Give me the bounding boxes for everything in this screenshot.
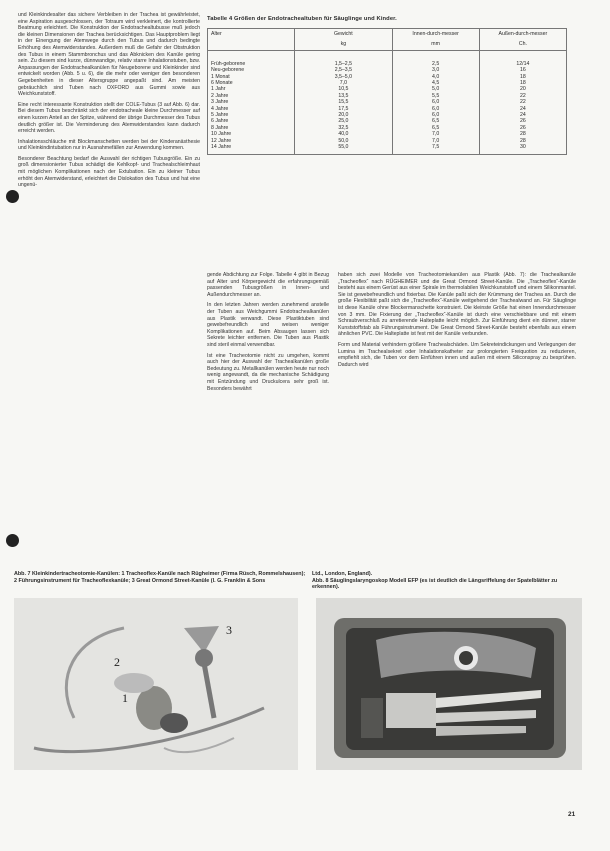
page-number: 21	[568, 811, 576, 818]
cell-age: 10 Jahre	[208, 131, 295, 137]
paragraph: Form und Material verhindern größere Trachealschäden. Um Sekreteindickungen und Verlegungen der Lumina im Trachealsekret oder Inhalationskatheter zur prolongierten Freiquotion zu reduzieren, empfiehlt sich, die Tuben vor dem Einführen innen und außen mit einem Siliconspray zu besprühen. Dadurch wird	[338, 341, 576, 368]
cell-age: 3 Jahre	[208, 99, 295, 105]
cell-age: 2 Jahre	[208, 93, 295, 99]
cell-inner-diameter: 2,5	[392, 50, 479, 67]
cell-outer-diameter: 26	[479, 118, 566, 124]
paragraph: Ist eine Tracheotomie nicht zu umgehen, kommt auch hier der Auswahl der Trachealkanülen große Bedeutung zu. Metallkanülen werden heute nur noch wenig angewandt, da die mechanische Schädigung mit Entzündung und Druckulcera sehr groß ist. Besonders bewährt	[207, 352, 329, 392]
cell-age: 4 Jahre	[208, 106, 295, 112]
middle-text-column	[207, 272, 329, 396]
cell-inner-diameter: 7,0	[392, 138, 479, 144]
laryngoscope-case-photo	[316, 598, 582, 770]
unit-inner: mm	[392, 39, 479, 50]
figure-8-caption: Ltd., London, England). Abb. 8 Säuglingslaryngoskop Modell EFP (es ist deutlich die Längsriffelung der Spatelblätter zu erkennen).	[312, 571, 558, 591]
cell-age: 14 Jahre	[208, 144, 295, 154]
tracheotomy-cannulas-photo	[14, 598, 298, 770]
paragraph: Besonderer Beachtung bedarf die Auswahl der richtigen Tubusgröße. Ein zu groß dimensionierter Tubus schädigt die Kehlkopf- und Trachealschleimhaut mit möglichen Komplikationen nach der Extubation. Ein zu kleiner Tubus erhöht den Atemwiderstand, erleichtert die Dislokation des Tubus und hat eine ungenü-	[18, 155, 200, 189]
cell-weight: 40,0	[295, 131, 392, 137]
cell-inner-diameter: 5,0	[392, 86, 479, 92]
cell-outer-diameter: 20	[479, 86, 566, 92]
table-title: Tabelle 4 Größen der Endotrachealtuben für Säuglinge und Kinder.	[207, 16, 397, 22]
cell-inner-diameter: 5,5	[392, 93, 479, 99]
cell-weight: 15,5	[295, 99, 392, 105]
cell-weight: 3,5–5,0	[295, 74, 392, 80]
cell-outer-diameter: 28	[479, 131, 566, 137]
photo-label-1: 1	[122, 691, 128, 705]
cell-outer-diameter: 24	[479, 106, 566, 112]
table-row	[208, 50, 567, 67]
cell-inner-diameter: 6,0	[392, 112, 479, 118]
cell-inner-diameter: 3,0	[392, 67, 479, 73]
cell-outer-diameter: 28	[479, 138, 566, 144]
punch-hole-bottom	[6, 534, 19, 547]
cell-outer-diameter: 16	[479, 67, 566, 73]
cell-inner-diameter: 4,0	[392, 74, 479, 80]
cell-outer-diameter: 12/14	[479, 50, 566, 67]
cell-weight: 13,5	[295, 93, 392, 99]
paragraph: Inhalationsschläuche mit Blockmanschetten werden bei der Kinderanästhesie und Kleinkindintubation nur in Ausnahmefällen zur Anwendung kommen.	[18, 138, 200, 152]
cell-age: 6 Jahre	[208, 118, 295, 124]
cell-age: 12 Jahre	[208, 138, 295, 144]
unit-age	[208, 39, 295, 50]
paragraph: In den letzten Jahren werden zunehmend anstelle der Tuben aus Weichgummi Endotrachealkanülen aus Plastik verwandt. Diese Plastiktuben sind gewebefreundlich und weisen weniger Komplikationen auf. Beim Absaugen lassen sich Sekrete leichter entfernen. Die Tuben aus Plastik sind steril einmal verwendbar.	[207, 302, 329, 348]
col-header-weight: Gewicht	[295, 29, 392, 40]
cell-inner-diameter: 7,0	[392, 131, 479, 137]
photo-label-3: 3	[226, 623, 232, 637]
cell-outer-diameter: 30	[479, 144, 566, 154]
photo-label-2: 2	[114, 655, 120, 669]
cell-age: 1 Monat	[208, 74, 295, 80]
cell-age: 6 Monate	[208, 80, 295, 86]
tube-size-table	[207, 28, 567, 155]
cell-weight: 17,5	[295, 106, 392, 112]
unit-outer: Ch.	[479, 39, 566, 50]
cell-inner-diameter: 4,5	[392, 80, 479, 86]
paragraph: Eine recht interessante Konstruktion stellt der COLE-Tubus (3 auf Abb. 6) dar. Bei diesem Tubus beschränkt sich der endotracheale kleine Durchmesser auf einen kurzen Anteil an der Spitze, während der übrige Durchmesser des Tubus deutlich größer ist. Die Verminderung des Atemwiderstandes kann dadurch erreicht werden.	[18, 101, 200, 135]
cell-weight: 25,0	[295, 118, 392, 124]
cell-outer-diameter: 18	[479, 80, 566, 86]
cell-weight: 1,5–2,5	[295, 50, 392, 67]
cell-weight: 20,0	[295, 112, 392, 118]
cell-weight: 32,5	[295, 125, 392, 131]
cell-inner-diameter: 6,5	[392, 125, 479, 131]
cell-age: 5 Jahre	[208, 112, 295, 118]
table-row	[208, 144, 567, 154]
cell-outer-diameter: 22	[479, 99, 566, 105]
cell-weight: 55,0	[295, 144, 392, 154]
cell-inner-diameter: 6,0	[392, 106, 479, 112]
paragraph: und Kleinkindesalter das sichere Verbleiben in der Trachea ist gewährleistet, eine Aspiration ausgeschlossen, der Totraum wird verkleinert, die kontrollierte Beatmung erleichtert. Die Konstruktion der Endotrachealtubusse muß jedoch die kleinen Dimensionen der Trachea berücksichtigen. Das Hauptproblem liegt in der Einengung der Atemwege durch den Tubus und dadurch bedingte Erhöhung des Atemwiderstandes. Außerdem muß die Gefahr der Obstruktion des Tubus in einem Stammbronchus und das Abknicken des Kanüle gering sein. Zu diesem sind kurze, dünnwandige, relativ starre Inhalationstuben, bzw. Anpassungen der Endotrachealkanülen für Neugeborene und Kleinkinder sind entwickelt worden (Abb. 5 u. 6), die die mehr oder weniger den besonderen Gegebenheiten in dieser Altersgruppe angepaßt sind. Am meisten gebräuchlich sind Tuben nach OXFORD aus Gummi sowie aus Weichkunststoff.	[18, 12, 200, 98]
cell-outer-diameter: 26	[479, 125, 566, 131]
paragraph: haben sich zwei Modelle von Tracheotomiekanülen aus Plastik (Abb. 7): die Trachealkanüle „Tracheoflex“ nach RÜGHEIMER und die Great Ormond Street-Kanüle. Die „Tracheoflex“-Kanüle besteht aus einem Gerüst aus einer Spirale im thermolabilen Weichkunststoff und einem Silikonmantel. Sie ist gewebefreundlich und fixierbar. Die Kanüle paßt sich der Krümmung der Trachea an. Durch die große Flexibilität paßt sich die „Tracheoflex“-Kanüle weitgehend der Trachealwand an. Für Säuglinge ist diese Kanüle ohne Blockermanschette konstruiert. Die kleinste Größe hat einen Innendurchmesser von 3 mm. Die Fixierung der „Tracheoflex“-Kanüle ist durch eine verschiebbare und mit einem Schraubverschluß zu arretierende Halteplatte leicht möglich. Zur Einführung dient ein dünner, starrer Kunststoffstab als Führungsinstrument. Die Great Ormond Street-Kanüle besteht ebenfalls aus einem ähnlichen PVC. Die Halteplatte ist fest mit der Kanüle verbunden.	[338, 272, 576, 338]
col-header-inner-diameter: Innen-durch-messer	[392, 29, 479, 40]
cell-weight: 10,5	[295, 86, 392, 92]
cell-weight: 2,5–3,5	[295, 67, 392, 73]
cell-outer-diameter: 18	[479, 74, 566, 80]
cell-inner-diameter: 7,5	[392, 144, 479, 154]
paragraph: gende Abdichtung zur Folge. Tabelle 4 gibt in Bezug auf Alter und Körpergewicht die erfahrungsgemäß passenden Tubusgrößen in Innen- und Außendurchmesser an.	[207, 272, 329, 298]
cell-inner-diameter: 6,0	[392, 99, 479, 105]
tube-size-table-block	[207, 16, 587, 155]
cell-weight: 7,0	[295, 80, 392, 86]
cell-age: Neu-geborene	[208, 67, 295, 73]
col-header-outer-diameter: Außen-durch-messer	[479, 29, 566, 40]
cell-outer-diameter: 24	[479, 112, 566, 118]
cell-age: 8 Jahre	[208, 125, 295, 131]
right-text-column	[338, 272, 576, 372]
cell-weight: 50,0	[295, 138, 392, 144]
cell-outer-diameter: 22	[479, 93, 566, 99]
cell-age: 1 Jahr	[208, 86, 295, 92]
left-text-column	[18, 12, 200, 193]
figure-7-caption: Abb. 7 Kleinkindertracheotomie-Kanülen: 1 Tracheoflex-Kanüle nach Rügheimer (Firma Rüsch, Rommelshausen); 2 Führungsinstrument für Tracheoflexkanüle; 3 Great Ormond Street-Kanüle (I. G. Franklin & Sons	[14, 571, 306, 584]
unit-weight: kg	[295, 39, 392, 50]
col-header-age: Alter	[208, 29, 295, 40]
cell-inner-diameter: 6,5	[392, 118, 479, 124]
cell-age: Früh-geborene	[208, 50, 295, 67]
